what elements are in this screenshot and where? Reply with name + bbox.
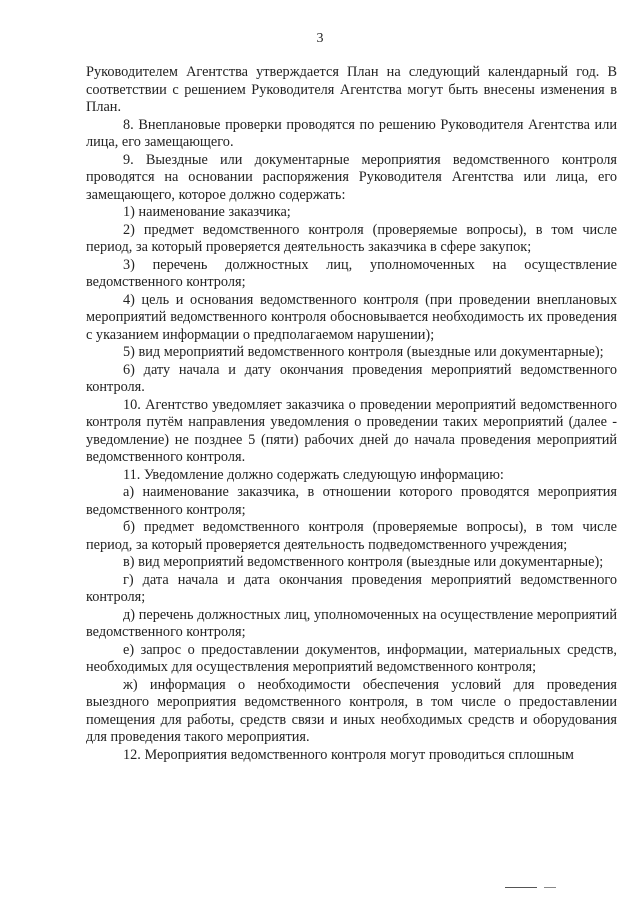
subitem-9-5: 5) вид мероприятий ведомственного контроля (выездные или документарные); — [123, 344, 604, 360]
subitem-11-zh: ж) информация о необходимости обеспечения условий для проведения выездного мероприятия ведомственного контроля, в том числе о предоставлении помещения для работы, средств связи и иных необходимых средств и оборудования для проведения такого мероприятия. — [86, 676, 617, 745]
paragraph-item-12: 12. Мероприятия ведомственного контроля могут проводиться сплошным — [123, 746, 574, 763]
subitem-11-a: а) наименование заказчика, в отношении которого проводятся мероприятия ведомственного контроля; — [86, 484, 617, 518]
paragraph-continuation: Руководителем Агентства утверждается План на следующий календарный год. В соответствии с решением Руководителя Агентства могут быть внесены изменения в План. — [86, 64, 617, 115]
scan-artifact-line — [505, 887, 537, 888]
subitem-11-g: г) дата начала и дата окончания проведения мероприятий ведомственного контроля; — [86, 571, 617, 605]
subitem-11-v: в) вид мероприятий ведомственного контроля (выездные или документарные); — [123, 554, 604, 570]
subitem-11-b: б) предмет ведомственного контроля (проверяемые вопросы), в том числе период, за который проверяется деятельность подведомственного учреждения; — [86, 519, 617, 553]
document-body — [86, 64, 617, 764]
subitem-11-d: д) перечень должностных лиц, уполномоченных на осуществление мероприятий ведомственного контроля; — [86, 606, 617, 640]
subitem-9-2: 2) предмет ведомственного контроля (проверяемые вопросы), в том числе период, за который проверяется деятельность заказчика в сфере закупок; — [86, 221, 617, 255]
paragraph-item-10: 10. Агентство уведомляет заказчика о проведении мероприятий ведомственного контроля путём направления уведомления о проведении таких мероприятий (далее - уведомление) не позднее 5 (пяти) рабочих дней до начала проведения мероприятий ведомственного контроля. — [86, 396, 617, 465]
paragraph-item-11: 11. Уведомление должно содержать следующую информацию: — [123, 466, 504, 483]
subitem-9-6: 6) дату начала и дату окончания проведения мероприятий ведомственного контроля. — [86, 361, 617, 395]
scan-artifact-line — [544, 887, 556, 888]
subitem-9-3: 3) перечень должностных лиц, уполномоченных на осуществление ведомственного контроля; — [86, 256, 617, 290]
subitem-9-4: 4) цель и основания ведомственного контроля (при проведении внеплановых мероприятий ведомственного контроля обосновывается необходимость их проведения с указанием информации о предполагаемом нарушении); — [86, 291, 617, 343]
paragraph-item-9: 9. Выездные или документарные мероприятия ведомственного контроля проводятся на основании распоряжения Руководителя Агентства или лица, его замещающего, которое должно содержать: — [86, 151, 617, 203]
subitem-9-1: 1) наименование заказчика; — [123, 204, 291, 220]
subitem-11-e: е) запрос о предоставлении документов, информации, материальных средств, необходимых для осуществления мероприятий ведомственного контроля; — [86, 641, 617, 675]
paragraph-item-8: 8. Внеплановые проверки проводятся по решению Руководителя Агентства или лица, его замещающего. — [86, 116, 617, 150]
page-number: 3 — [316, 31, 324, 46]
